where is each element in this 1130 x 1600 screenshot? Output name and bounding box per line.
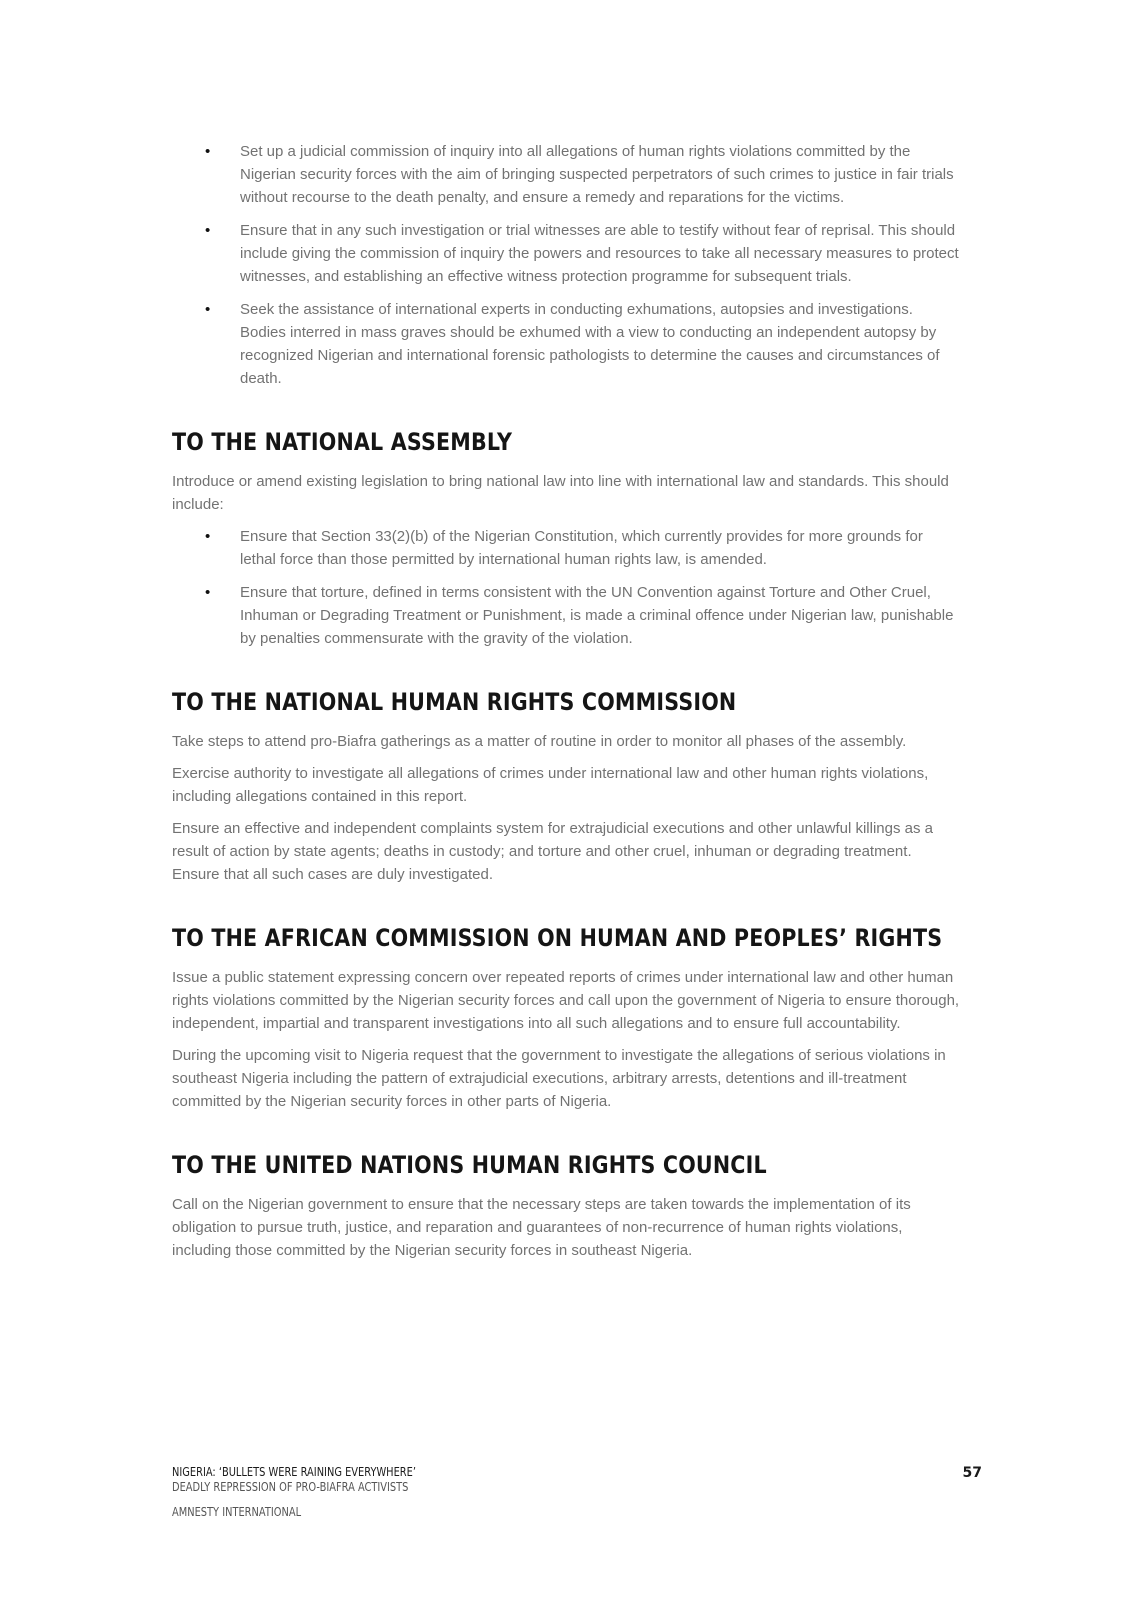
list-item <box>172 581 962 650</box>
list-item <box>172 219 962 288</box>
section-un-human-rights-council <box>172 1151 962 1262</box>
list-item-text: Ensure that torture, defined in terms consistent with the UN Convention against Torture and Other Cruel, Inhuman or Degrading Treatment or Punishment, is made a criminal offence under Nigerian law, punishable by penalties commensurate with the gravity of the violation. <box>240 584 954 647</box>
section-heading: TO THE UNITED NATIONS HUMAN RIGHTS COUNCIL <box>172 1151 767 1179</box>
bullet-icon: • <box>205 301 211 318</box>
page-footer <box>172 1465 982 1520</box>
section-intro: Introduce or amend existing legislation to bring national law into line with international law and standards. This should include: <box>172 473 949 513</box>
section-national-assembly <box>172 428 962 650</box>
page-number: 57 <box>962 1465 982 1481</box>
report-title: NIGERIA: ‘BULLETS WERE RAINING EVERYWHERE’ <box>172 1465 416 1479</box>
section-paragraph: Take steps to attend pro-Biafra gatherings as a matter of routine in order to monitor all phases of the assembly. <box>172 733 907 750</box>
report-subtitle: DEADLY REPRESSION OF PRO-BIAFRA ACTIVISTS <box>172 1480 409 1494</box>
bullet-icon: • <box>205 584 211 601</box>
list-item-text: Set up a judicial commission of inquiry into all allegations of human rights violations committed by the Nigerian security forces with the aim of bringing suspected perpetrators of such crimes to justice in fair trials without recourse to the death penalty, and ensure a remedy and reparations for the victims. <box>240 143 954 206</box>
section-heading: TO THE AFRICAN COMMISSION ON HUMAN AND PEOPLES’ RIGHTS <box>172 924 943 952</box>
section-heading: TO THE NATIONAL ASSEMBLY <box>172 428 513 456</box>
section-national-human-rights-commission <box>172 688 962 886</box>
page-content <box>172 140 962 1262</box>
bullet-icon: • <box>205 222 211 239</box>
list-item <box>172 525 962 571</box>
section-paragraph: Ensure an effective and independent complaints system for extrajudicial executions and other unlawful killings as a result of action by state agents; deaths in custody; and torture and other cruel, inhuman or degrading treatment. Ensure that all such cases are duly investigated. <box>172 820 933 883</box>
section-paragraph: Issue a public statement expressing concern over repeated reports of crimes under international law and other human rights violations committed by the Nigerian security forces and call upon the government of Nigeria to ensure thorough, independent, impartial and transparent investigations into all such allegations and to ensure full accountability. <box>172 969 960 1032</box>
list-item-text: Ensure that Section 33(2)(b) of the Nigerian Constitution, which currently provides for more grounds for lethal force than those permitted by international human rights law, is amended. <box>240 528 923 568</box>
section-heading: TO THE NATIONAL HUMAN RIGHTS COMMISSION <box>172 688 737 716</box>
organization-name: AMNESTY INTERNATIONAL <box>172 1505 302 1519</box>
section-african-commission <box>172 924 962 1113</box>
legislation-recommendations-list <box>172 525 962 650</box>
list-item-text: Ensure that in any such investigation or trial witnesses are able to testify without fear of reprisal. This should include giving the commission of inquiry the powers and resources to take all necessary measures to protect witnesses, and establishing an effective witness protection programme for subsequent trials. <box>240 222 959 285</box>
inquiry-recommendations-list <box>172 140 962 390</box>
list-item <box>172 298 962 390</box>
list-item <box>172 140 962 209</box>
section-paragraph: Exercise authority to investigate all allegations of crimes under international law and other human rights violations, including allegations contained in this report. <box>172 765 929 805</box>
bullet-icon: • <box>205 143 211 160</box>
list-item-text: Seek the assistance of international experts in conducting exhumations, autopsies and investigations. Bodies interred in mass graves should be exhumed with a view to conducting an independent autopsy by recognized Nigerian and international forensic pathologists to determine the causes and circumstances of death. <box>240 301 940 387</box>
section-paragraph: During the upcoming visit to Nigeria request that the government to investigate the allegations of serious violations in southeast Nigeria including the pattern of extrajudicial executions, arbitrary arrests, detentions and ill-treatment committed by the Nigerian security forces in other parts of Nigeria. <box>172 1047 946 1110</box>
bullet-icon: • <box>205 528 211 545</box>
section-paragraph: Call on the Nigerian government to ensure that the necessary steps are taken towards the implementation of its obligation to pursue truth, justice, and reparation and guarantees of non-recurrence of human rights violations, including those committed by the Nigerian security forces in southeast Nigeria. <box>172 1196 911 1259</box>
